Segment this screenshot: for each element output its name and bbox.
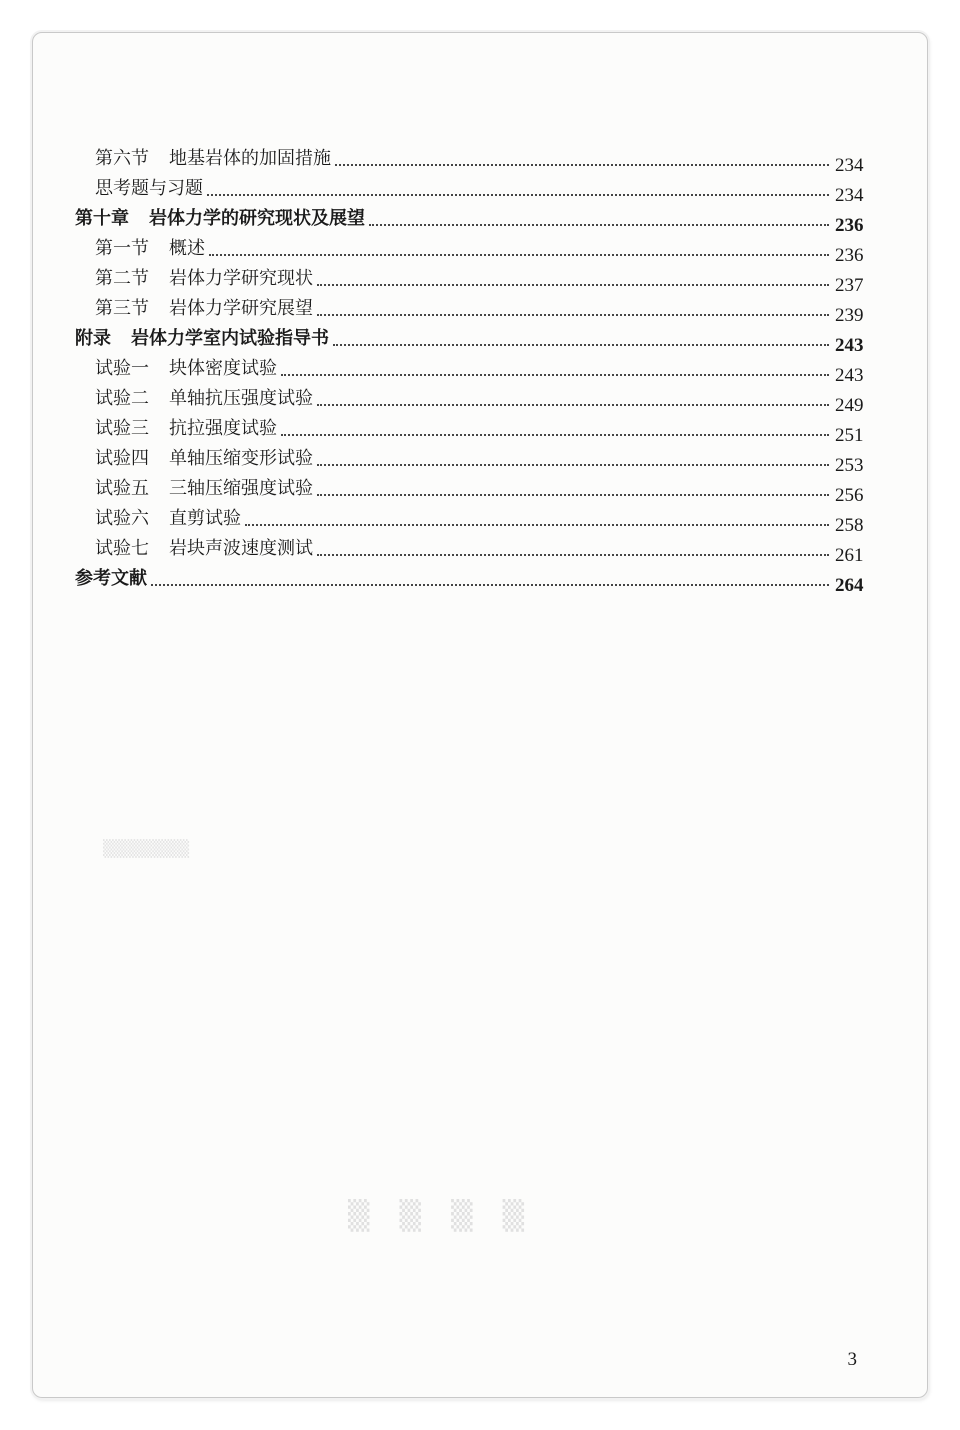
toc-entry-number: 试验三 — [95, 418, 149, 439]
toc-entry-page: 264 — [835, 575, 864, 596]
toc-entry-title: 岩体力学的研究现状及展望 — [149, 208, 365, 229]
toc-entry[interactable] — [33, 142, 927, 176]
toc-entry-page: 236 — [835, 245, 864, 266]
toc-entry-label — [95, 418, 277, 442]
toc-entry-label — [95, 178, 203, 202]
dot-leader — [335, 164, 829, 166]
toc-entry[interactable] — [33, 502, 927, 536]
toc-entry-label — [95, 448, 313, 472]
toc-entry-label — [95, 238, 205, 262]
toc-entry[interactable] — [33, 472, 927, 506]
toc-entry-title: 地基岩体的加固措施 — [169, 148, 331, 169]
toc-entry-label — [95, 478, 313, 502]
toc-entry-label — [95, 358, 277, 382]
dot-leader — [317, 464, 829, 466]
toc-entry-title: 岩块声波速度测试 — [169, 538, 313, 559]
dot-leader — [317, 554, 829, 556]
toc-entry-label — [75, 208, 365, 232]
toc-entry-title: 单轴压缩变形试验 — [169, 448, 313, 469]
dot-leader — [245, 524, 829, 526]
toc-entry-label — [95, 148, 331, 172]
toc-entry-number: 试验四 — [95, 448, 149, 469]
toc-entry-label — [95, 388, 313, 412]
table-of-contents — [33, 142, 927, 596]
toc-entry-label — [95, 508, 241, 532]
toc-entry-title: 岩体力学室内试验指导书 — [131, 328, 329, 349]
toc-entry-title: 单轴抗压强度试验 — [169, 388, 313, 409]
toc-entry-label — [95, 268, 313, 292]
page-number: 3 — [847, 1349, 857, 1370]
toc-entry[interactable] — [33, 412, 927, 446]
toc-entry-title: 岩体力学研究现状 — [169, 268, 313, 289]
toc-entry-title: 参考文献 — [75, 568, 147, 589]
toc-entry-number: 附录 — [75, 328, 111, 349]
toc-entry-number: 试验七 — [95, 538, 149, 559]
toc-entry[interactable] — [33, 262, 927, 296]
toc-entry-title: 思考题与习题 — [95, 178, 203, 199]
dot-leader — [317, 314, 829, 316]
toc-entry-page: 258 — [835, 515, 864, 536]
toc-entry-label — [95, 538, 313, 562]
toc-entry-title: 概述 — [169, 238, 205, 259]
toc-entry-page: 253 — [835, 455, 864, 476]
dot-leader — [317, 404, 829, 406]
toc-entry[interactable] — [33, 202, 927, 236]
toc-entry-number: 试验五 — [95, 478, 149, 499]
book-page — [32, 32, 928, 1398]
toc-entry[interactable] — [33, 352, 927, 386]
toc-entry-page: 234 — [835, 185, 864, 206]
toc-entry-number: 试验六 — [95, 508, 149, 529]
toc-entry-title: 岩体力学研究展望 — [169, 298, 313, 319]
toc-entry-page: 261 — [835, 545, 864, 566]
toc-entry-label — [95, 298, 313, 322]
bleed-through-text: ▒▒▒▒▒▒▒ — [103, 839, 190, 858]
dot-leader — [209, 254, 829, 256]
toc-entry-page: 234 — [835, 155, 864, 176]
toc-entry-page: 237 — [835, 275, 864, 296]
toc-entry-label — [75, 328, 329, 352]
toc-entry-page: 249 — [835, 395, 864, 416]
dot-leader — [369, 224, 829, 226]
toc-entry[interactable] — [33, 322, 927, 356]
toc-entry-number: 第六节 — [95, 148, 149, 169]
toc-entry-number: 试验一 — [95, 358, 149, 379]
toc-entry[interactable] — [33, 172, 927, 206]
toc-entry[interactable] — [33, 382, 927, 416]
toc-entry-page: 243 — [835, 365, 864, 386]
bleed-through-heading: ▒▒▒▒ — [348, 1199, 555, 1232]
toc-entry-number: 第十章 — [75, 208, 129, 229]
toc-entry[interactable] — [33, 562, 927, 596]
toc-entry-page: 236 — [835, 215, 864, 236]
dot-leader — [317, 494, 829, 496]
toc-entry-title: 抗拉强度试验 — [169, 418, 277, 439]
dot-leader — [207, 194, 829, 196]
toc-entry-page: 239 — [835, 305, 864, 326]
toc-entry-page: 251 — [835, 425, 864, 446]
toc-entry[interactable] — [33, 442, 927, 476]
toc-entry[interactable] — [33, 232, 927, 266]
toc-entry[interactable] — [33, 532, 927, 566]
toc-entry-label — [75, 568, 147, 592]
toc-entry-page: 256 — [835, 485, 864, 506]
toc-entry-title: 三轴压缩强度试验 — [169, 478, 313, 499]
toc-entry-number: 第二节 — [95, 268, 149, 289]
dot-leader — [151, 584, 829, 586]
toc-entry-page: 243 — [835, 335, 864, 356]
toc-entry-title: 块体密度试验 — [169, 358, 277, 379]
toc-entry-number: 第三节 — [95, 298, 149, 319]
dot-leader — [281, 434, 829, 436]
toc-entry-title: 直剪试验 — [169, 508, 241, 529]
toc-entry[interactable] — [33, 292, 927, 326]
toc-entry-number: 第一节 — [95, 238, 149, 259]
dot-leader — [317, 284, 829, 286]
dot-leader — [333, 344, 829, 346]
toc-entry-number: 试验二 — [95, 388, 149, 409]
dot-leader — [281, 374, 829, 376]
